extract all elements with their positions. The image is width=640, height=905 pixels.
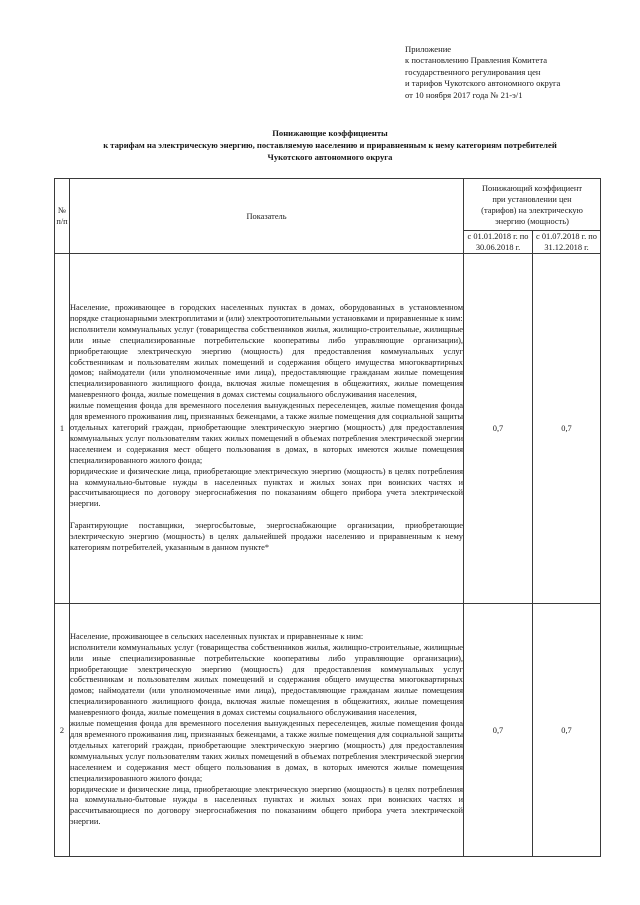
title-line: Понижающие коэффициенты [272,128,388,138]
paragraph: юридические и физические лица, приобретающие электрическую энергию (мощность) в целях потребления на коммунально-бытовые нужды в населенных пунктах и жилых зонах при воинских частях и рассчитывающиеся по договору энергоснабжения по показаниям общего прибора учета электрической энергии. [70,466,463,509]
document-title [40,127,620,163]
paragraph: Население, проживающее в городских населенных пунктах в домах, оборудованных в установленном порядке стационарными электроплитами и (или) электроотопительными установками и приравненные к ним: [70,303,463,323]
table-header-row [55,179,601,231]
header-num: № п/п [55,179,70,254]
header-period-1: с 01.01.2018 г. по 30.06.2018 г. [464,231,533,254]
row-indicator-text [70,254,464,604]
paragraph: юридические и физические лица, приобретающие электрическую энергию (мощность) в целях потребления на коммунально-бытовые нужды в населенных пунктах и жилых зонах при воинских частях и рассчитывающиеся по договору энергоснабжения по показаниям общего прибора учета электрической энергии. [70,784,463,827]
coefficients-table [54,178,601,857]
appendix-line: Приложение [405,44,452,54]
header-period-2: с 01.07.2018 г. по 31.12.2018 г. [533,231,601,254]
appendix-line: государственного регулирования цен [405,66,541,77]
paragraph: жилые помещения фонда для временного поселения вынужденных переселенцев, жилые помещения фонда для временного проживания лиц, признанных беженцами, а также жилые помещения для социальной защиты отдельных категорий граждан, приобретающие электрическую энергию (мощность) для предоставления коммунальных услуг пользователям таких жилых помещений в объемах потребления электрической энергии населением и содержания мест общего пользования в домах, в которых имеются жилые помещения специализированного жилого фонда; [70,719,463,783]
row-value-period-2: 0,7 [533,604,601,857]
row-number: 2 [55,604,70,857]
row-value-period-1: 0,7 [464,604,533,857]
paragraph: жилые помещения фонда для временного поселения вынужденных переселенцев, жилые помещения фонда для временного проживания лиц, признанных беженцами, а также жилые помещения для социальной защиты отдельных категорий граждан, приобретающие электрическую энергию (мощность) для предоставления коммунальных услуг пользователям таких жилых помещений в объемах потребления электрической энергии населением и содержания мест общего пользования в домах, в которых имеются жилые помещения специализированного жилого фонда; [70,401,463,465]
appendix-block [405,44,630,101]
paragraph: Население, проживающее в сельских населенных пунктах и приравненные к ним: [70,631,364,641]
row-value-period-2: 0,7 [533,254,601,604]
paragraph: исполнители коммунальных услуг (товарищества собственников жилья, жилищно-строительные, жилищные или иные специализированные потребительские кооперативы либо управляющие организации), приобретающие электрическую энергию (мощность) для предоставления коммунальных услуг собственникам и пользователям жилых помещений и содержания общего имущества многоквартирных домов; наймодатели (или уполномоченные ими лица), предоставляющие гражданам жилые помещения специализированного жилищного фонда, включая жилые помещения в общежитиях, жилые помещения маневренного фонда, жилые помещения в домах системы социального обслуживания населения, [70,324,463,400]
appendix-line: к постановлению Правления Комитета [405,55,548,66]
title-line: Чукотского автономного округа [267,152,393,162]
row-value-period-1: 0,7 [464,254,533,604]
table-row [55,254,601,604]
title-line: к тарифам на электрическую энергию, поставляемую населению и приравненным к нему категориям потребителей [103,140,557,150]
table-row [55,604,601,857]
appendix-line: от 10 ноября 2017 года № 21-э/1 [405,89,523,100]
row-number: 1 [55,254,70,604]
paragraph: исполнители коммунальных услуг (товарищества собственников жилья, жилищно-строительные, жилищные или иные специализированные потребительские кооперативы либо управляющие организации), приобретающие электрическую энергию (мощность) для предоставления коммунальных услуг собственникам и пользователям жилых помещений и содержания общего имущества многоквартирных домов; наймодатели (или уполномоченные ими лица), предоставляющие гражданам жилые помещения специализированного жилищного фонда, включая жилые помещения в общежитиях, жилые помещения маневренного фонда, жилые помещения в домах системы социального обслуживания населения, [70,642,463,718]
appendix-line: и тарифов Чукотского автономного округа [405,78,561,89]
paragraph: Гарантирующие поставщики, энергосбытовые, энергоснабжающие организации, приобретающие электрическую энергию (мощность) в целях дальнейшей продажи населению и приравненным к нему категориям потребителей, указанным в данном пункте* [70,521,463,553]
row-indicator-text [70,604,464,857]
header-indicator: Показатель [70,179,464,254]
header-coefficient: Понижающий коэффициент при установлении цен (тарифов) на электрическую энергию (мощность) [464,179,601,231]
